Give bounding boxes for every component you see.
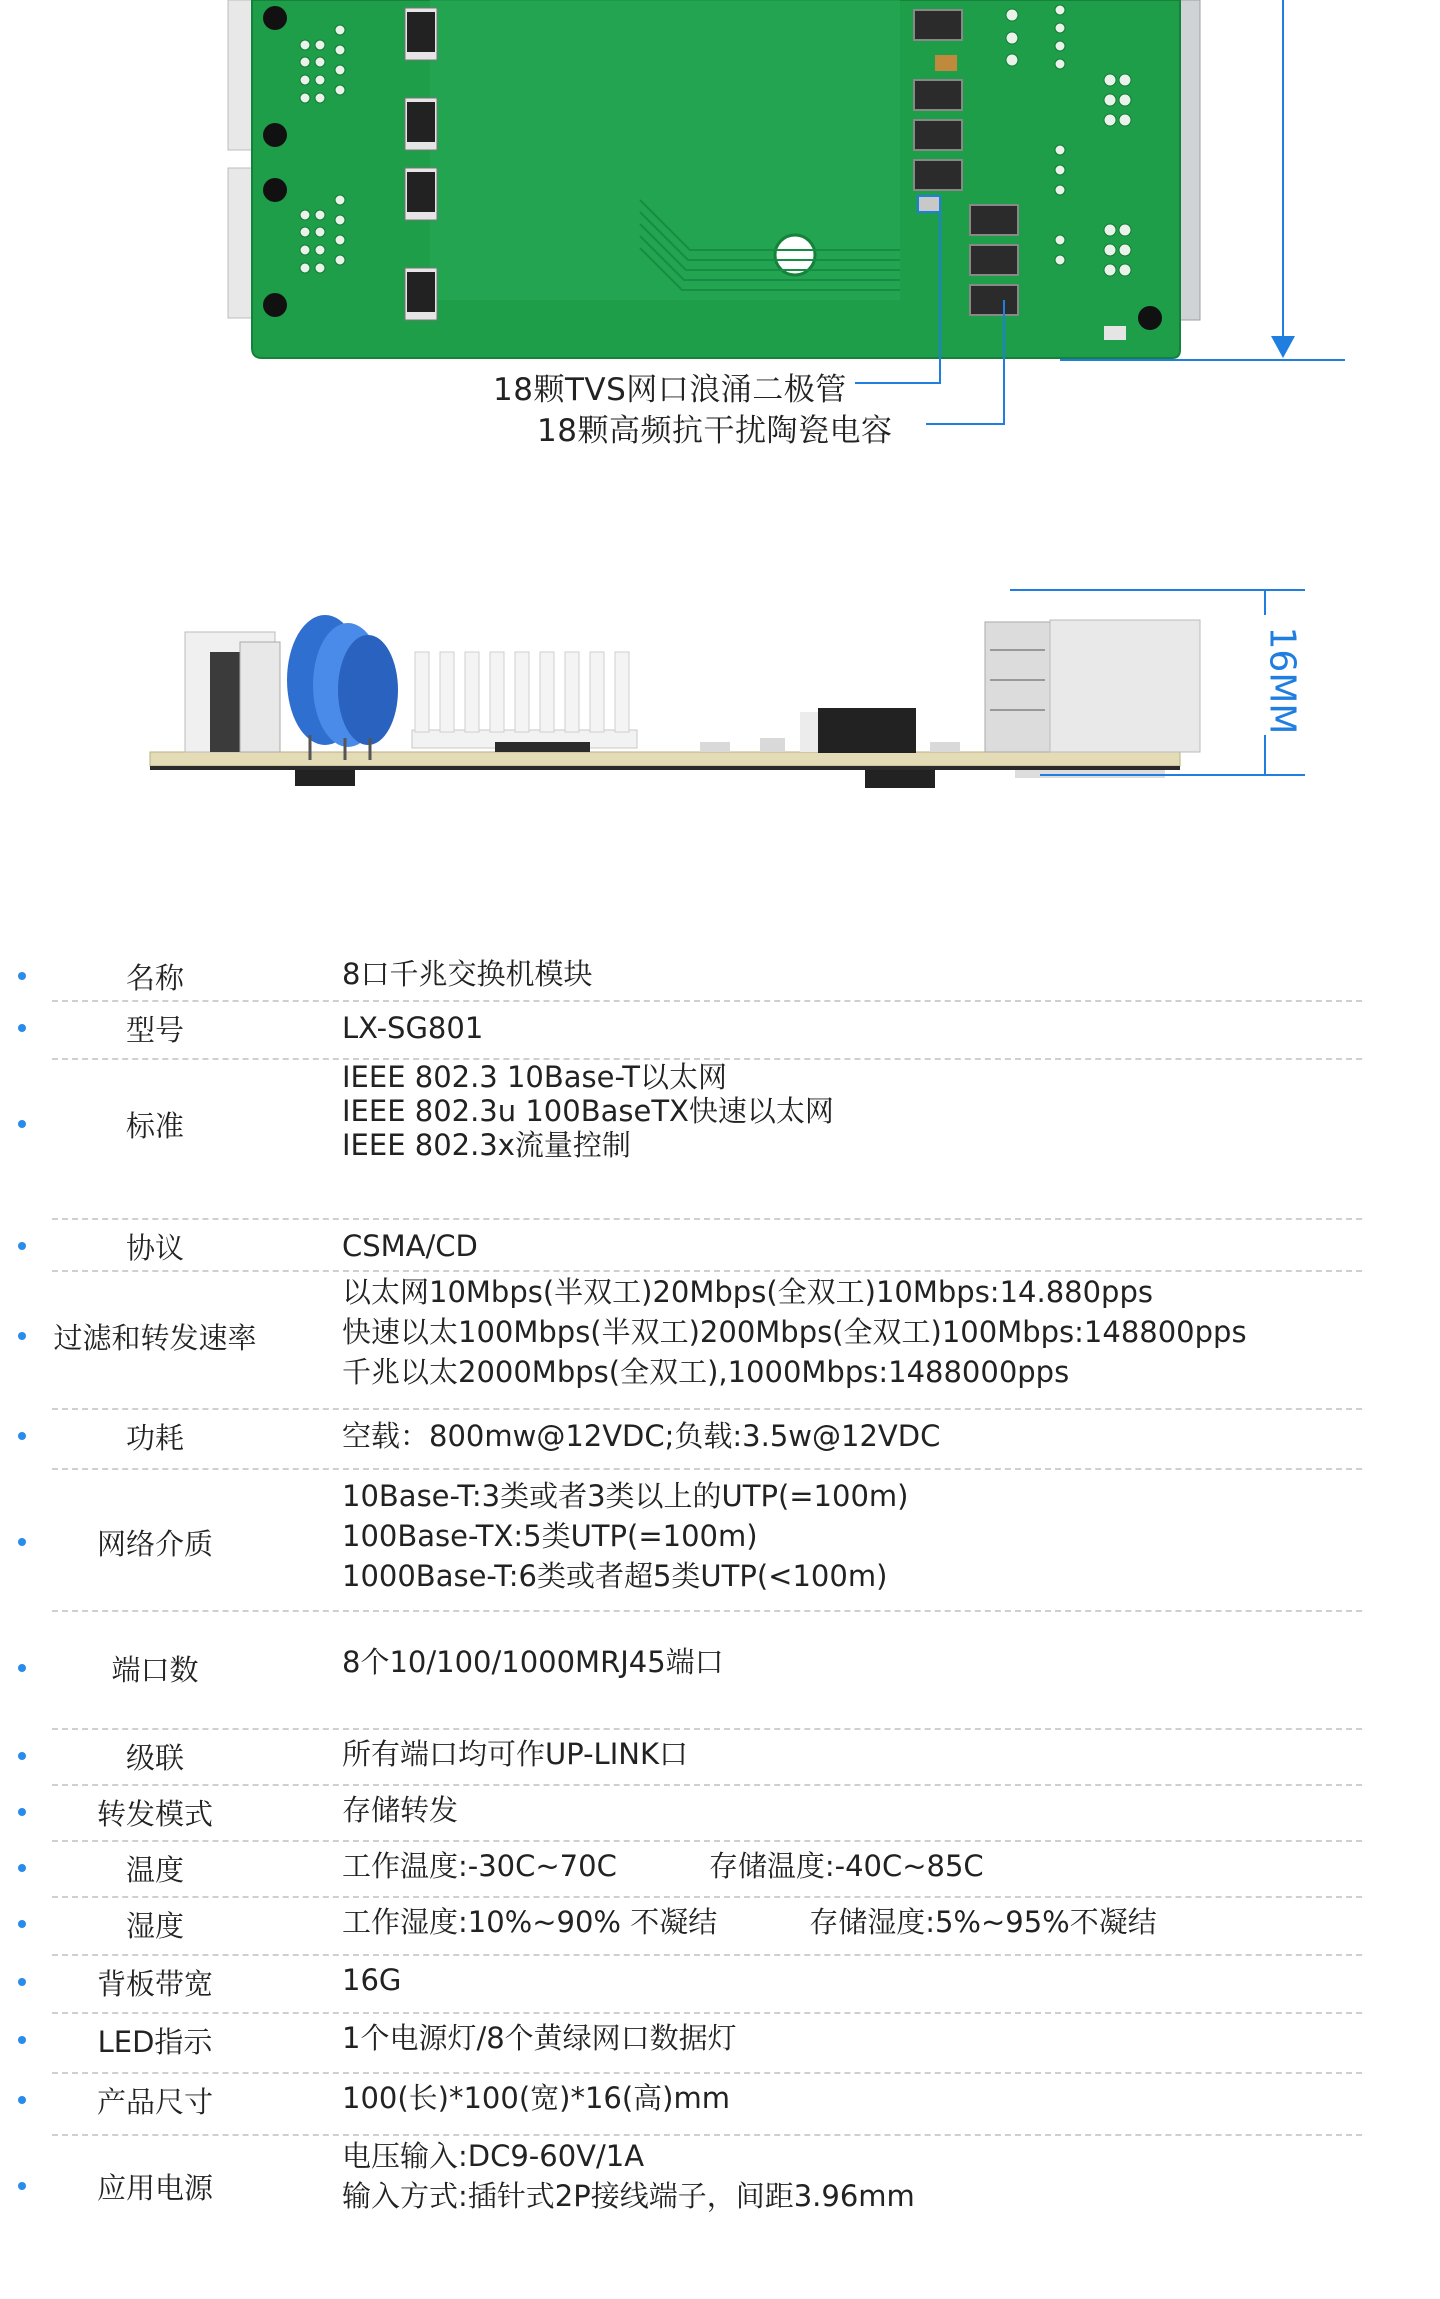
bullet-dot [18,1808,26,1816]
bullet-dot [18,1664,26,1672]
bullet-dot [18,1752,26,1760]
spec-value [342,1846,984,1886]
spec-label: 产品尺寸 [96,2085,213,2119]
bullet-dot [18,1024,26,1032]
spec-label: 标准 [125,1109,184,1143]
storage-humidity: 存储湿度:5%~95%不凝结 [809,1905,1157,1939]
bullet-dot [18,1864,26,1872]
spec-label: 功耗 [125,1421,184,1455]
spec-label: 温度 [125,1853,184,1887]
operating-humidity: 工作湿度:10%~90% 不凝结 [342,1905,718,1939]
spec-label: LED指示 [97,2025,213,2059]
bullet-dot [18,1242,26,1250]
bullet-dot [18,2036,26,2044]
spec-label: 级联 [125,1741,184,1775]
spec-value: 16G [342,1963,402,1997]
spec-value: 8口千兆交换机模块 [342,957,593,991]
spec-value: CSMA/CD [342,1229,478,1263]
bullet-dot [18,1920,26,1928]
spec-value [342,1902,1157,1942]
spec-label: 湿度 [125,1909,184,1943]
operating-temperature: 工作温度:-30C~70C [342,1849,617,1883]
bullet-dot [18,2182,26,2190]
spec-label: 网络介质 [96,1527,213,1561]
row-divider [52,1000,1362,1002]
spec-label: 背板带宽 [96,1967,213,2001]
spec-value: 8个10/100/1000MRJ45端口 [342,1645,724,1679]
bullet-dot [18,1332,26,1340]
spec-label: 名称 [125,961,184,995]
spec-value: LX-SG801 [342,1011,484,1045]
storage-temperature: 存储温度:-40C~85C [708,1849,984,1883]
row-divider [52,2072,1362,2074]
pcb-side-view [0,560,1440,820]
spec-label: 协议 [125,1231,184,1265]
row-divider [52,1468,1362,1470]
spec-label: 过滤和转发速率 [53,1321,257,1355]
spec-label: 型号 [125,1013,184,1047]
capacitor-callout: 18颗高频抗干扰陶瓷电容 [537,413,893,449]
bullet-dot [18,2096,26,2104]
row-divider [52,1896,1362,1898]
bullet-dot [18,1978,26,1986]
height-dimension-label: 16MM [1261,626,1303,735]
bullet-dot [18,972,26,980]
row-divider [52,1728,1362,1730]
row-divider [52,1954,1362,1956]
spec-value: 电压输入:DC9-60V/1A 输入方式:插针式2P接线端子，间距3.96mm [342,2139,915,2213]
spec-value: 所有端口均可作UP-LINK口 [342,1737,688,1771]
spec-label: 应用电源 [96,2171,213,2205]
spec-label: 转发模式 [96,1797,213,1831]
spec-value: 1个电源灯/8个黄绿网口数据灯 [342,2021,737,2055]
row-divider [52,1784,1362,1786]
spec-label: 端口数 [111,1653,199,1687]
pcb-side-illustration [0,560,1440,820]
row-divider [52,2012,1362,2014]
row-divider [52,1610,1362,1612]
bullet-dot [18,1432,26,1440]
pcb-top-view [0,0,1440,449]
row-divider [52,1408,1362,1410]
row-divider [52,1218,1362,1220]
bullet-dot [18,1120,26,1128]
spec-value: 以太网10Mbps(半双工)20Mbps(全双工)10Mbps:14.880pps 快速以太100Mbps(半双工)200Mbps(全双工)100Mbps:148800pps 千兆以太2000Mbps(全双工),1000Mbps:1488000pps [342,1275,1247,1389]
bullet-dot [18,1538,26,1546]
spec-value: 100(长)*100(宽)*16(高)mm [342,2081,730,2115]
spec-value: IEEE 802.3 10Base-T以太网 IEEE 802.3u 100BaseTX快速以太网 IEEE 802.3x流量控制 [342,1060,834,1162]
spec-value: 10Base-T:3类或者3类以上的UTP(=100m) 100Base-TX:5类UTP(=100m) 1000Base-T:6类或者超5类UTP(<100m) [342,1479,909,1593]
spec-value: 存储转发 [342,1793,459,1827]
spec-value: 空载：800mw@12VDC;负载:3.5w@12VDC [342,1419,941,1453]
row-divider [52,1840,1362,1842]
tvs-diode-callout: 18颗TVS网口浪涌二极管 [493,372,847,408]
